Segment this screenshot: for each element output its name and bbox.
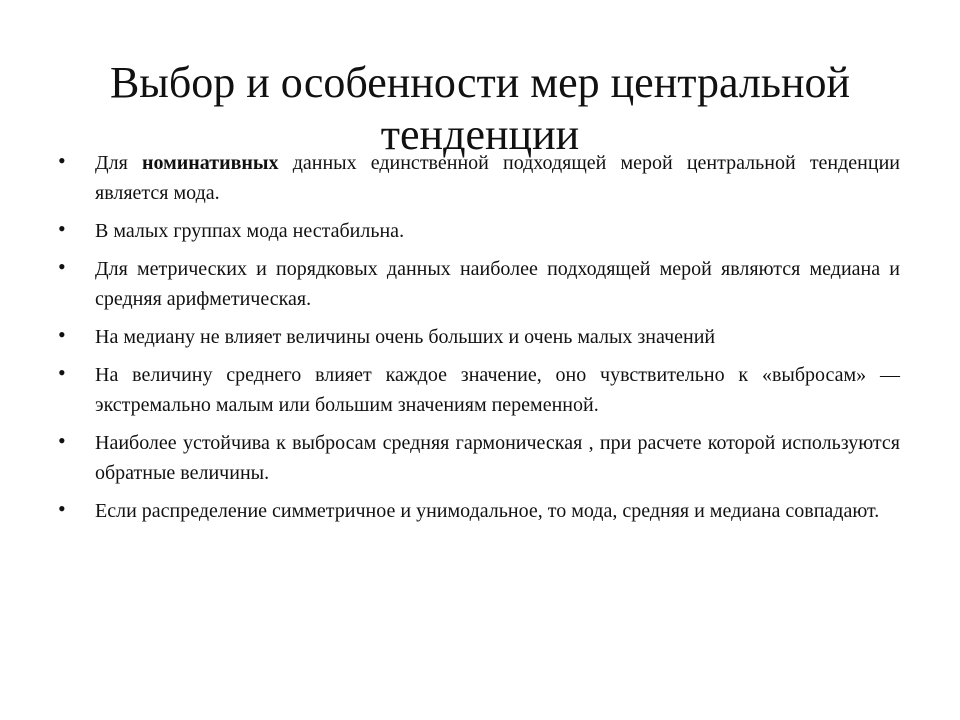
bullet-text: Если распределение симметричное и унимодальное, то мода, средняя и медиана совпадают. bbox=[95, 500, 880, 522]
slide-title: Выбор и особенности мер центральной тенденции bbox=[109, 58, 851, 160]
bullet-text bbox=[95, 152, 900, 204]
bullet-dot: • bbox=[58, 216, 66, 241]
bullet-dot: • bbox=[58, 428, 66, 453]
bullet-list bbox=[58, 148, 900, 534]
bullet-text-bold: номинативных bbox=[141, 152, 279, 174]
bullet-item bbox=[58, 322, 900, 352]
bullet-text: В малых группах мода нестабильна. bbox=[95, 220, 405, 242]
bullet-item bbox=[58, 496, 900, 526]
bullet-text: На медиану не влияет величины очень больших и очень малых значений bbox=[95, 326, 716, 348]
bullet-item bbox=[58, 216, 900, 246]
bullet-text: Для метрических и порядковых данных наиболее подходящей мерой являются медиана и средняя арифметическая. bbox=[95, 258, 900, 310]
bullet-item bbox=[58, 428, 900, 488]
bullet-dot: • bbox=[58, 254, 66, 279]
bullet-item bbox=[58, 148, 900, 208]
bullet-text-post: данных единственной подходящей мерой центральной тенденции является мода. bbox=[95, 152, 900, 204]
bullet-dot: • bbox=[58, 148, 66, 173]
bullet-item bbox=[58, 254, 900, 314]
bullet-dot: • bbox=[58, 322, 66, 347]
bullet-text: На величину среднего влияет каждое значение, оно чувствительно к «выбросам» — экстремально малым или большим значениям переменной. bbox=[95, 364, 900, 416]
bullet-dot: • bbox=[58, 496, 66, 521]
bullet-text-pre: Для bbox=[95, 152, 142, 174]
bullet-dot: • bbox=[58, 360, 66, 385]
bullet-text: Наиболее устойчива к выбросам средняя гармоническая , при расчете которой используются обратные величины. bbox=[95, 432, 900, 484]
bullet-item bbox=[58, 360, 900, 420]
